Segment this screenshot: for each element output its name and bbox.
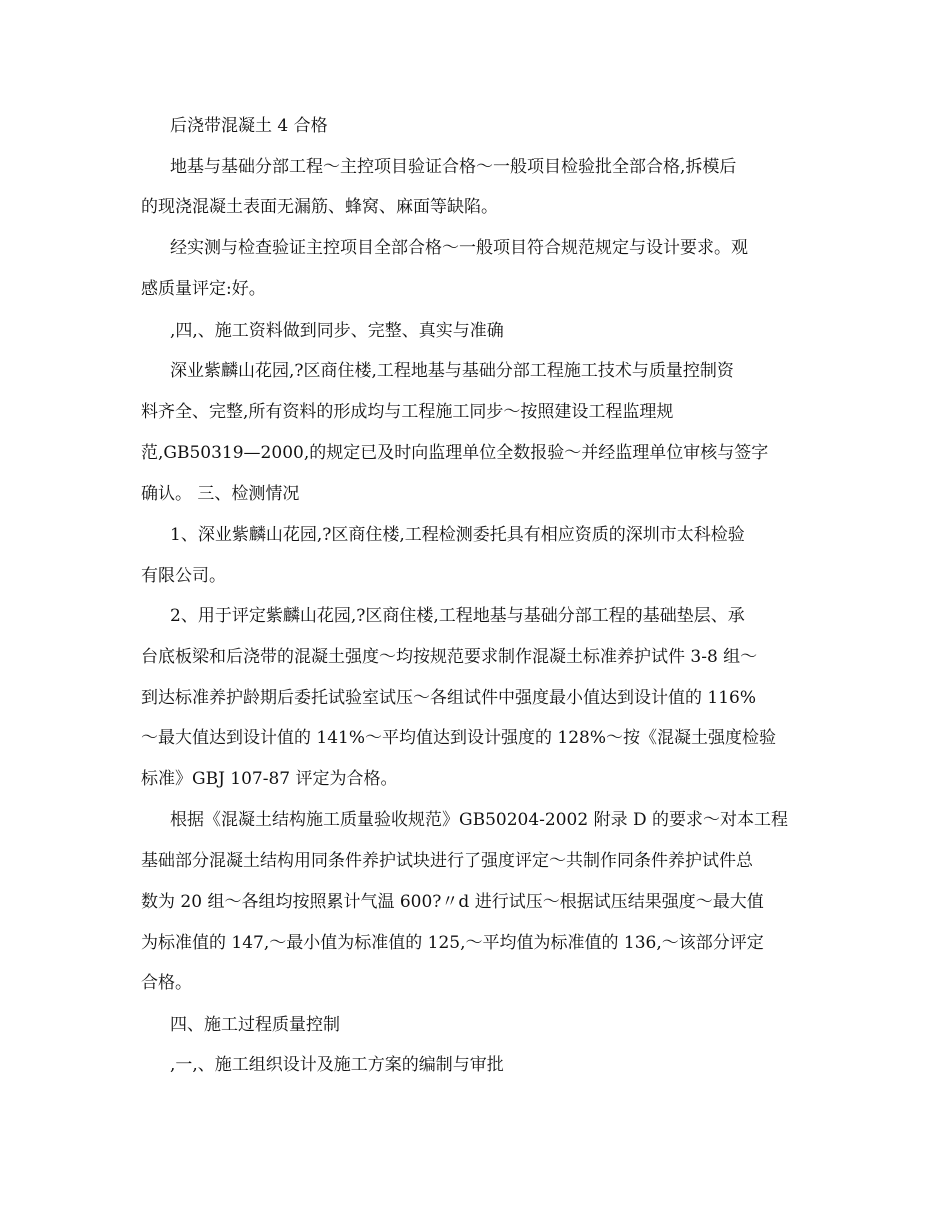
text-line: 合格。	[141, 973, 192, 993]
text-line: 基础部分混凝土结构用同条件养护试块进行了强度评定～共制作同条件养护试件总	[141, 851, 753, 871]
section-heading: 四、施工过程质量控制	[170, 1015, 340, 1035]
text-line: 1、深业紫麟山花园,?区商住楼,工程检测委托具有相应资质的深圳市太科检验	[170, 525, 745, 545]
text-line: ～最大值达到设计值的 141%～平均值达到设计强度的 128%～按《混凝土强度检验	[141, 728, 777, 748]
text-line: 台底板梁和后浇带的混凝土强度～均按规范要求制作混凝土标准养护试件 3-8 组～	[141, 647, 758, 667]
text-line: 的现浇混凝土表面无漏筋、蜂窝、麻面等缺陷。	[141, 197, 498, 217]
text-line: 到达标准养护龄期后委托试验室试压～各组试件中强度最小值达到设计值的 116%	[141, 688, 757, 708]
text-line: 深业紫麟山花园,?区商住楼,工程地基与基础分部工程施工技术与质量控制资	[170, 361, 734, 381]
text-line: 数为 20 组～各组均按照累计气温 600?〃d 进行试压～根据试压结果强度～最大值	[141, 892, 764, 912]
section-heading: ,四,、施工资料做到同步、完整、真实与准确	[170, 321, 504, 341]
text-line: 范,GB50319—2000,的规定已及时向监理单位全数报验～并经监理单位审核与签字	[141, 443, 769, 463]
text-line: 根据《混凝土结构施工质量验收规范》GB50204-2002 附录 D 的要求～对本工程	[170, 810, 789, 830]
text-line: 标准》GBJ 107-87 评定为合格。	[141, 769, 398, 789]
text-line: 有限公司。	[141, 566, 226, 586]
text-line: 感质量评定:好。	[141, 279, 266, 299]
text-line: 2、用于评定紫麟山花园,?区商住楼,工程地基与基础分部工程的基础垫层、承	[170, 606, 745, 626]
text-line: 料齐全、完整,所有资料的形成均与工程施工同步～按照建设工程监理规	[141, 402, 674, 422]
text-line: 地基与基础分部工程～主控项目验证合格～一般项目检验批全部合格,拆模后	[170, 157, 737, 177]
text-line: 确认。 三、检测情况	[141, 484, 300, 504]
text-line: 后浇带混凝土 4 合格	[170, 116, 328, 136]
section-heading: ,一,、施工组织设计及施工方案的编制与审批	[170, 1055, 504, 1075]
text-line: 为标准值的 147,～最小值为标准值的 125,～平均值为标准值的 136,～该部分评定	[141, 933, 764, 953]
text-line: 经实测与检查验证主控项目全部合格～一般项目符合规范规定与设计要求。观	[170, 238, 748, 258]
